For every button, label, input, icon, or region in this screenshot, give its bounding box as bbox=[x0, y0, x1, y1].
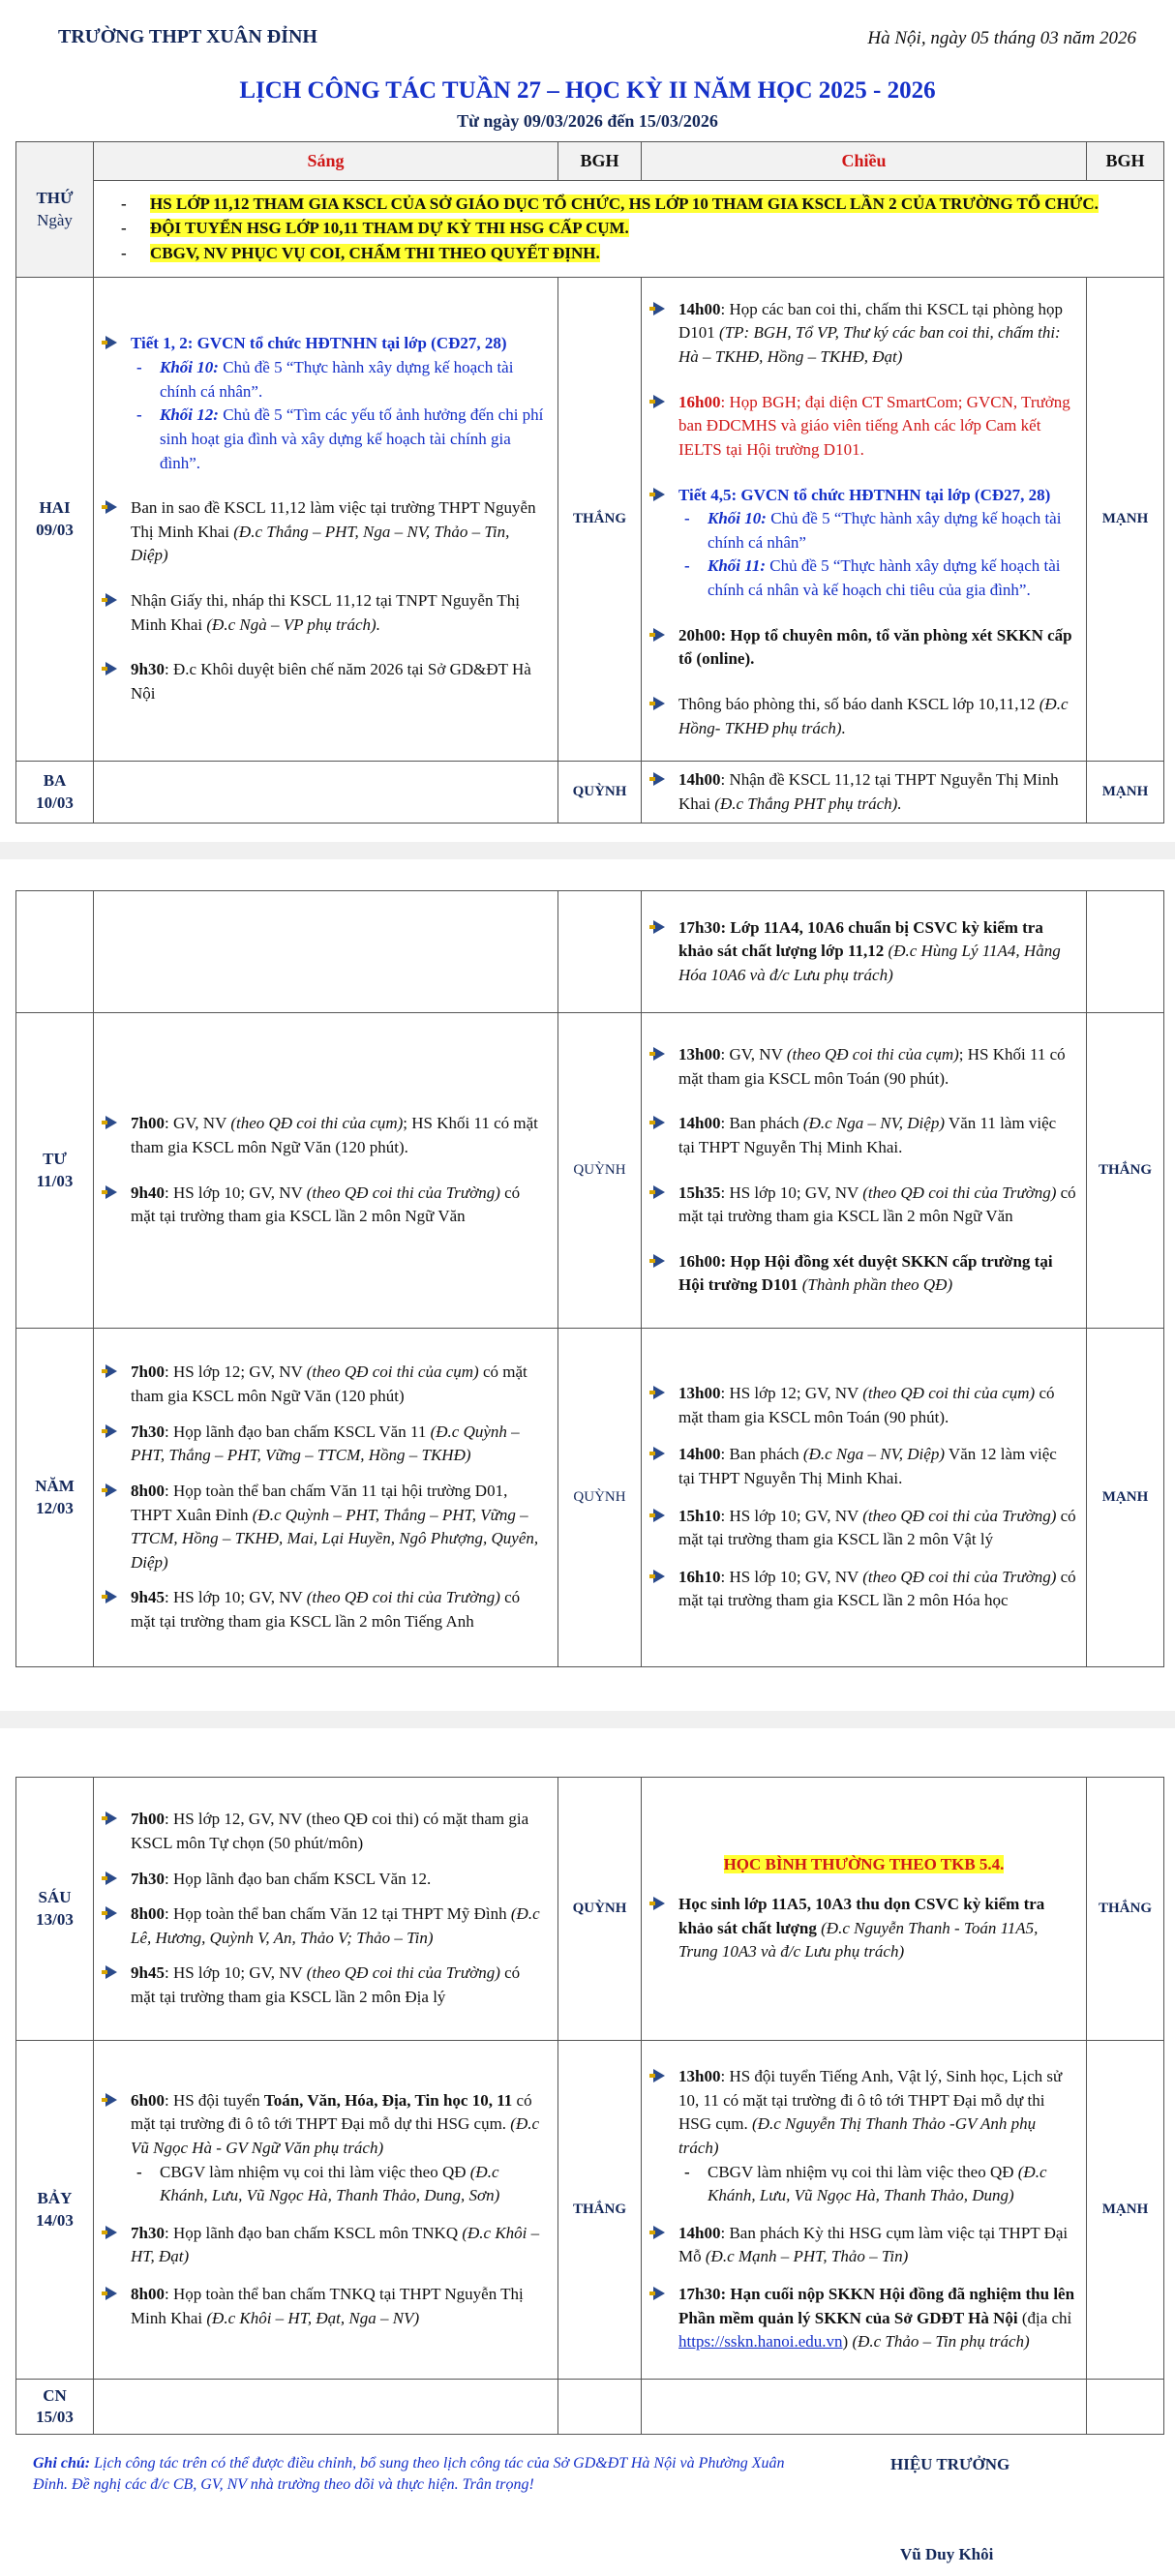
item-note: (Đ.c Quỳnh – PHT, Thắng – PHT, Vững – TTCM, Hồng – TKHĐ) bbox=[131, 1422, 520, 1465]
item-text: : HS lớp 12; GV, NV bbox=[720, 1383, 863, 1402]
day-cell-empty bbox=[16, 891, 94, 1013]
list-item bbox=[651, 2283, 1076, 2354]
tuesday-afternoon-cont bbox=[642, 891, 1087, 1013]
bullet-arrow-icon bbox=[105, 2093, 117, 2107]
tuesday-morning-cont bbox=[94, 891, 558, 1013]
item-note: (theo QĐ coi thi của Trường) bbox=[862, 1506, 1057, 1525]
bgh-am-friday: QUỲNH bbox=[558, 1778, 642, 2041]
list-item bbox=[104, 1361, 548, 1408]
row-thursday bbox=[16, 1329, 1164, 1667]
item-text: có mặt tại trường tham gia KSCL lần 2 môn Tiếng Anh bbox=[131, 1588, 521, 1632]
day-date: 14/03 bbox=[36, 2210, 74, 2230]
item-text: có mặt tham gia KSCL môn Toán (90 phút). bbox=[678, 1383, 1055, 1426]
item-text: có mặt tại trường tham gia KSCL lần 2 môn Hóa học bbox=[678, 1567, 1076, 1610]
day-header-bottom: Ngày bbox=[37, 210, 73, 229]
item-text: Thông báo phòng thi, số báo danh KSCL lớp 10,11,12 bbox=[678, 695, 1039, 714]
list-item bbox=[104, 1480, 548, 1575]
list-item bbox=[104, 1182, 548, 1229]
list-item bbox=[651, 298, 1076, 370]
bgh-pm-thursday: MẠNH bbox=[1087, 1329, 1164, 1667]
bullet-arrow-icon bbox=[653, 2226, 665, 2239]
item-time: 13h00 bbox=[678, 2066, 721, 2085]
banner-line-3: - CBGV, NV PHỤC VỤ COI, CHẤM THI THEO QUYẾT ĐỊNH. bbox=[121, 243, 600, 262]
day-name: HAI bbox=[39, 498, 71, 518]
day-name: CN bbox=[43, 2386, 67, 2405]
page-1 bbox=[0, 0, 1175, 842]
item-text: Nhận Giấy thi, nháp thi KSCL 11,12 tại TNPT Nguyễn Thị Minh Khai bbox=[131, 591, 520, 634]
list-item bbox=[104, 332, 548, 475]
bullet-arrow-icon bbox=[653, 772, 665, 786]
item-time: 9h30 bbox=[131, 660, 165, 679]
item-text: ; HS Khối 11 có mặt tham gia KSCL môn Ngữ Văn (120 phút). bbox=[131, 1114, 538, 1156]
day-date: 11/03 bbox=[36, 1171, 74, 1190]
item-text: : Họp toàn thể ban chấm Văn 12 tại THPT Mỹ Đình bbox=[164, 1904, 511, 1924]
list-item bbox=[651, 624, 1076, 672]
bgh-pm-friday: THẮNG bbox=[1087, 1778, 1164, 2041]
bullet-arrow-icon bbox=[105, 1872, 117, 1885]
bgh-am-saturday: THẮNG bbox=[558, 2041, 642, 2380]
tuesday-afternoon bbox=[642, 762, 1087, 824]
item-heading: Tiết 4,5: GVCN tổ chức HĐTNHN tại lớp (CĐ27, 28) bbox=[678, 485, 1051, 504]
bgh-am-tuesday: QUỲNH bbox=[558, 762, 642, 824]
list-item bbox=[651, 1443, 1076, 1490]
day-name: TƯ bbox=[43, 1150, 67, 1169]
item-text: : HS đội tuyển Tiếng Anh, Vật lý, Sinh học, Lịch sử 10, 11 có mặt tại trường đi ô tô tới THPT Đại mỗ dự thi HSG cụm. bbox=[678, 2066, 1063, 2134]
grade-label: Khối 11: bbox=[708, 556, 766, 576]
date-range: Từ ngày 09/03/2026 đến 15/03/2026 bbox=[457, 111, 718, 131]
regular-schedule-banner bbox=[651, 1853, 1076, 1877]
item-time: 7h30 bbox=[131, 1869, 165, 1888]
sunday-afternoon bbox=[642, 2380, 1087, 2435]
saturday-morning bbox=[94, 2041, 558, 2380]
item-time: 15h35 bbox=[678, 1183, 721, 1202]
sub-note: (Đ.c Khánh, Lưu, Vũ Ngọc Hà, Thanh Thảo, Dung) bbox=[708, 2162, 1047, 2205]
banner-text-1: HS LỚP 11,12 THAM GIA KSCL CỦA SỞ GIÁO DỤC TỔ CHỨC, HS LỚP 10 THAM GIA KSCL LẦN 2 CỦA TRƯỜNG TỔ CHỨC. bbox=[150, 194, 1099, 213]
item-note: (Đ.c Khôi – HT, Đạt, Nga – NV) bbox=[206, 2308, 420, 2327]
note-text: Lịch công tác trên có thể được điều chỉnh, bổ sung theo lịch công tác của Sở GD&ĐT Hà Nội và Phường Xuân Đỉnh. Đề nghị các đ/c CB, GV, NV nhà trường theo dõi và thực hiện. Trân trọng! bbox=[33, 2455, 785, 2493]
item-time: 8h00 bbox=[131, 1904, 165, 1924]
item-text: : HS lớp 10; GV, NV bbox=[164, 1183, 307, 1202]
item-time: 13h00 bbox=[678, 1044, 721, 1063]
monday-morning bbox=[94, 278, 558, 762]
day-cell-wednesday bbox=[16, 1013, 94, 1329]
item-note: (theo QĐ coi thi của cụm) bbox=[230, 1114, 404, 1133]
item-note: (Đ.c Nga – NV, Diệp) bbox=[802, 1114, 945, 1133]
bullet-arrow-icon bbox=[653, 2287, 665, 2300]
item-subjects: Toán, Văn, Hóa, Địa, Tin học 10, 11 bbox=[263, 2090, 513, 2110]
item-text: có mặt tại trường tham gia KSCL lần 2 môn Ngữ Văn bbox=[131, 1183, 521, 1226]
item-note: (Đ.c Thắng PHT phụ trách). bbox=[714, 794, 902, 813]
item-text: ; HS Khối 11 có mặt tham gia KSCL môn Toán (90 phút). bbox=[678, 1044, 1066, 1088]
item-note: (TP: BGH, Tổ VP, Thư ký các ban coi thi, chấm thi: Hà – TKHĐ, Hồng – TKHĐ, Đạt) bbox=[678, 323, 1061, 366]
item-text: : Họp toàn thể ban chấm TNKQ tại THPT Nguyễn Thị Minh Khai bbox=[131, 2285, 524, 2327]
item-text: Ban in sao đề KSCL 11,12 làm việc tại trường THPT Nguyễn Thị Minh Khai bbox=[131, 498, 536, 541]
day-cell-monday bbox=[16, 278, 94, 762]
item-text: : Họp các ban coi thi, chấm thi KSCL tại phòng họp D101 bbox=[678, 299, 1063, 343]
bullet-arrow-icon bbox=[105, 593, 117, 607]
page-2 bbox=[0, 859, 1175, 1711]
item-note: (theo QĐ coi thi của cụm) bbox=[862, 1383, 1036, 1402]
morning-header: Sáng bbox=[94, 142, 558, 181]
list-item bbox=[651, 1043, 1076, 1091]
item-note: (Đ.c Quỳnh – PHT, Thắng – PHT, Vững – TTCM, Hồng – TKHĐ, Mai, Lại Huyền, Ngô Phượng, Quyên, Diệp) bbox=[131, 1505, 539, 1572]
list-item bbox=[104, 658, 548, 705]
bullet-arrow-icon bbox=[105, 2226, 117, 2239]
item-time: 14h00 bbox=[678, 1445, 721, 1464]
item-text: : GV, NV bbox=[164, 1114, 231, 1133]
item-text: : Họp lãnh đạo ban chấm KSCL Văn 12. bbox=[164, 1869, 432, 1888]
sub-text: Chủ đề 5 “Thực hành xây dựng kế hoạch tài chính cá nhân và kế hoạch chi tiêu của gia đình”. bbox=[708, 556, 1061, 600]
item-text: Văn 12 làm việc tại THPT Nguyễn Thị Minh Khai. bbox=[678, 1445, 1057, 1487]
bullet-arrow-icon bbox=[653, 1116, 665, 1129]
bullet-arrow-icon bbox=[105, 500, 117, 514]
sub-item: - CBGV làm nhiệm vụ coi thi làm việc theo QĐ (Đ.c Khánh, Lưu, Vũ Ngọc Hà, Thanh Thảo, Dung) bbox=[684, 2162, 1047, 2205]
thursday-afternoon bbox=[642, 1329, 1087, 1667]
day-date: 12/03 bbox=[36, 1498, 74, 1517]
bullet-arrow-icon bbox=[653, 920, 665, 934]
item-text: : HS lớp 10; GV, NV bbox=[720, 1183, 863, 1202]
day-date: 13/03 bbox=[36, 1909, 74, 1929]
item-text: : Nhận đề KSCL 11,12 tại THPT Nguyễn Thị Minh Khai bbox=[678, 769, 1059, 813]
item-time: 14h00 bbox=[678, 769, 721, 789]
bgh-pm-tuesday: MẠNH bbox=[1087, 762, 1164, 824]
item-text: : HS lớp 10; GV, NV bbox=[720, 1506, 863, 1525]
list-item bbox=[104, 1421, 548, 1468]
bgh-header-pm: BGH bbox=[1087, 142, 1164, 181]
item-text: : Họp toàn thể ban chấm Văn 11 tại hội trường D01, THPT Xuân Đỉnh bbox=[131, 1481, 508, 1524]
sub-item: - Khối 10: Chủ đề 5 “Thực hành xây dựng kế hoạch tài chính cá nhân” bbox=[684, 509, 1062, 552]
item-time: 7h00 bbox=[131, 1363, 165, 1382]
list-item bbox=[651, 1250, 1076, 1298]
day-date: 15/03 bbox=[36, 2408, 74, 2427]
item-text: : Ban phách Kỳ thi HSG cụm làm việc tại THPT Đại Mỗ bbox=[678, 2223, 1069, 2266]
item-time: 16h00 bbox=[678, 392, 721, 411]
item-time: 14h00 bbox=[678, 299, 721, 318]
item-note: (theo QĐ coi thi của Trường) bbox=[306, 1963, 500, 1983]
bullet-arrow-icon bbox=[653, 628, 665, 642]
list-item bbox=[651, 693, 1076, 740]
banner-row bbox=[16, 181, 1164, 278]
item-time: 13h00 bbox=[678, 1383, 721, 1402]
header-row bbox=[16, 142, 1164, 181]
bullet-arrow-icon bbox=[653, 2069, 665, 2082]
bullet-arrow-icon bbox=[653, 1386, 665, 1399]
banner-line-2: - ĐỘI TUYỂN HSG LỚP 10,11 THAM DỰ KỲ THI HSG CẤP CỤM. bbox=[121, 219, 629, 238]
list-item bbox=[104, 1868, 548, 1892]
bullet-arrow-icon bbox=[653, 488, 665, 501]
signature-title: HIỆU TRƯỞNG bbox=[890, 2455, 1010, 2473]
item-text: : HS lớp 10; GV, NV bbox=[720, 1567, 863, 1586]
item-note: (Thành phần theo QĐ) bbox=[798, 1275, 953, 1295]
sub-item: - Khối 11: Chủ đề 5 “Thực hành xây dựng kế hoạch tài chính cá nhân và kế hoạch chi tiêu của gia đình”. bbox=[684, 556, 1061, 600]
list-item bbox=[651, 1505, 1076, 1552]
bullet-arrow-icon bbox=[653, 395, 665, 408]
sub-item: - CBGV làm nhiệm vụ coi thi làm việc theo QĐ (Đ.c Khánh, Lưu, Vũ Ngọc Hà, Thanh Thảo, Dung, Sơn) bbox=[136, 2162, 500, 2205]
item-time: 15h10 bbox=[678, 1506, 721, 1525]
bgh-pm-sunday bbox=[1087, 2380, 1164, 2435]
bullet-arrow-icon bbox=[105, 1906, 117, 1920]
bullet-arrow-icon bbox=[105, 336, 117, 349]
list-item bbox=[651, 2065, 1076, 2208]
sub-text: Chủ đề 5 “Tìm các yếu tố ảnh hưởng đến chi phí sinh hoạt gia đình và xây dựng kế hoạch tài chính gia đình”. bbox=[160, 405, 544, 472]
bullet-arrow-icon bbox=[653, 1509, 665, 1522]
item-text: ) bbox=[842, 2332, 853, 2351]
list-item bbox=[104, 1112, 548, 1159]
schedule-table-3 bbox=[15, 1777, 1164, 2435]
list-item bbox=[104, 2283, 548, 2330]
bullet-arrow-icon bbox=[105, 1116, 117, 1129]
item-text: có mặt tại trường tham gia KSCL lần 2 môn Ngữ Văn bbox=[678, 1183, 1076, 1226]
item-text: : HS lớp 10; GV, NV bbox=[164, 1588, 307, 1607]
sunday-morning bbox=[94, 2380, 558, 2435]
item-note: (Đ.c Khôi – HT, Đạt) bbox=[131, 2223, 540, 2266]
item-note: (theo QĐ coi thi của cụm) bbox=[786, 1044, 959, 1063]
item-time: 14h00 bbox=[678, 1114, 721, 1133]
friday-morning bbox=[94, 1778, 558, 2041]
bullet-arrow-icon bbox=[653, 1447, 665, 1460]
item-note: (Đ.c Ngà – VP phụ trách). bbox=[206, 614, 380, 634]
item-text: có mặt tham gia KSCL môn Ngữ Văn (120 phút) bbox=[131, 1363, 527, 1405]
row-saturday bbox=[16, 2041, 1164, 2380]
list-item bbox=[104, 589, 548, 637]
item-time: 8h00 bbox=[131, 2285, 165, 2304]
grade-label: Khối 10: bbox=[160, 357, 219, 376]
row-friday bbox=[16, 1778, 1164, 2041]
bgh-am-wednesday: QUỲNH bbox=[558, 1013, 642, 1329]
page-title: LỊCH CÔNG TÁC TUẦN 27 – HỌC KỲ II NĂM HỌC 2025 - 2026 bbox=[239, 77, 936, 104]
item-note: (theo QĐ coi thi của Trường) bbox=[306, 1588, 500, 1607]
item-text: : HS lớp 12, GV, NV (theo QĐ coi thi) có mặt tham gia KSCL môn Tự chọn (50 phút/môn) bbox=[131, 1810, 529, 1852]
item-time: 7h00 bbox=[131, 1810, 165, 1829]
item-time: 7h30 bbox=[131, 1422, 165, 1441]
list-item bbox=[104, 1962, 548, 2009]
item-time: 6h00 bbox=[131, 2090, 165, 2110]
grade-label: Khối 10: bbox=[708, 509, 767, 528]
banner-text-3: CBGV, NV PHỤC VỤ COI, CHẤM THI THEO QUYẾT ĐỊNH. bbox=[150, 243, 600, 262]
item-text: : Họp lãnh đạo ban chấm KSCL môn TNKQ bbox=[164, 2223, 463, 2242]
schedule-table-2 bbox=[15, 890, 1164, 1667]
day-name: BẢY bbox=[37, 2189, 73, 2208]
school-name: TRƯỜNG THPT XUÂN ĐỈNH bbox=[58, 26, 317, 47]
item-text: : HS đội tuyển bbox=[164, 2090, 264, 2110]
list-item bbox=[651, 1566, 1076, 1613]
list-item bbox=[651, 916, 1076, 988]
item-note: (Đ.c Nga – NV, Diệp) bbox=[802, 1445, 945, 1464]
item-note: (theo QĐ coi thi của cụm) bbox=[306, 1363, 479, 1382]
row-tuesday-cont bbox=[16, 891, 1164, 1013]
item-heading: Tiết 1, 2: GVCN tổ chức HĐTNHN tại lớp (CĐ27, 28) bbox=[131, 334, 507, 353]
thursday-morning bbox=[94, 1329, 558, 1667]
bgh-am-thursday: QUỲNH bbox=[558, 1329, 642, 1667]
item-text: : HS lớp 12; GV, NV bbox=[164, 1363, 307, 1382]
list-item bbox=[651, 1112, 1076, 1159]
list-item bbox=[651, 1182, 1076, 1229]
note-label: Ghi chú: bbox=[33, 2455, 91, 2471]
item-text: có mặt tại trường đi ô tô tới THPT Đại mỗ dự thi HSG cụm. bbox=[131, 2090, 532, 2134]
bullet-arrow-icon bbox=[105, 1185, 117, 1199]
item-note: (theo QĐ coi thi của Trường) bbox=[862, 1183, 1057, 1202]
item-text: : Ban phách bbox=[720, 1114, 803, 1133]
item-text: Học sinh lớp 11A5, 10A3 thu dọn CSVC kỳ kiểm tra khảo sát chất lượng bbox=[678, 1894, 1045, 1937]
item-time: 14h00 bbox=[678, 2223, 721, 2242]
day-cell-tuesday bbox=[16, 762, 94, 824]
day-date: 10/03 bbox=[36, 793, 74, 812]
saturday-afternoon bbox=[642, 2041, 1087, 2380]
bullet-arrow-icon bbox=[653, 302, 665, 315]
item-text: : HS lớp 10; GV, NV bbox=[164, 1963, 307, 1983]
bullet-arrow-icon bbox=[653, 697, 665, 710]
item-time: 9h45 bbox=[131, 1963, 165, 1983]
item-time: 7h30 bbox=[131, 2223, 165, 2242]
item-note: (Đ.c Hùng Lý 11A4, Hằng Hóa 10A6 và đ/c Lưu phụ trách) bbox=[678, 942, 1061, 984]
item-text: 20h00: Họp tổ chuyên môn, tổ văn phòng xét SKKN cấp tổ (online). bbox=[678, 625, 1072, 669]
wednesday-afternoon bbox=[642, 1013, 1087, 1329]
list-item bbox=[104, 1902, 548, 1950]
row-sunday bbox=[16, 2380, 1164, 2435]
day-name: SÁU bbox=[38, 1888, 72, 1907]
list-item bbox=[651, 2222, 1076, 2269]
bullet-arrow-icon bbox=[105, 1364, 117, 1378]
list-item bbox=[651, 1893, 1076, 1964]
bullet-arrow-icon bbox=[653, 1897, 665, 1910]
bullet-arrow-icon bbox=[653, 1185, 665, 1199]
list-item bbox=[104, 1586, 548, 1633]
bullet-arrow-icon bbox=[105, 1424, 117, 1438]
bgh-am-empty bbox=[558, 891, 642, 1013]
sub-item: - Khối 12: Chủ đề 5 “Tìm các yếu tố ảnh hưởng đến chi phí sinh hoạt gia đình và xây dựng kế hoạch tài chính gia đình”. bbox=[136, 405, 544, 472]
item-text: có mặt tại trường tham gia KSCL lần 2 môn Địa lý bbox=[131, 1963, 521, 2007]
item-note: (Đ.c Thảo – Tin phụ trách) bbox=[852, 2332, 1030, 2351]
signature-name: Vũ Duy Khôi bbox=[900, 2545, 994, 2563]
day-cell-friday bbox=[16, 1778, 94, 2041]
item-time: 8h00 bbox=[131, 1481, 165, 1500]
row-wednesday bbox=[16, 1013, 1164, 1329]
wednesday-morning bbox=[94, 1013, 558, 1329]
bgh-pm-wednesday: THẮNG bbox=[1087, 1013, 1164, 1329]
schedule-table-1 bbox=[15, 141, 1164, 824]
bullet-arrow-icon bbox=[653, 1047, 665, 1061]
bullet-arrow-icon bbox=[653, 1254, 665, 1268]
day-header-cell bbox=[16, 142, 94, 278]
bullet-arrow-icon bbox=[105, 1590, 117, 1603]
item-note: (Đ.c Hồng- TKHĐ phụ trách). bbox=[678, 695, 1069, 737]
item-note: (Đ.c Vũ Ngọc Hà - GV Ngữ Văn phụ trách) bbox=[131, 2114, 540, 2157]
banner-text-2: ĐỘI TUYỂN HSG LỚP 10,11 THAM DỰ KỲ THI HSG CẤP CỤM. bbox=[150, 219, 629, 238]
item-note: (Đ.c Thắng – PHT, Nga – NV, Thảo – Tin, Diệp) bbox=[131, 522, 510, 565]
monday-afternoon bbox=[642, 278, 1087, 762]
sub-text: Chủ đề 5 “Thực hành xây dựng kế hoạch tài chính cá nhân” bbox=[708, 509, 1062, 552]
item-time: 9h45 bbox=[131, 1588, 165, 1607]
item-text: : Ban phách bbox=[720, 1445, 803, 1464]
bullet-arrow-icon bbox=[105, 662, 117, 675]
friday-afternoon bbox=[642, 1778, 1087, 2041]
bgh-am-monday: THẮNG bbox=[558, 278, 642, 762]
bullet-arrow-icon bbox=[105, 1483, 117, 1497]
grade-label: Khối 12: bbox=[160, 405, 219, 425]
day-cell-thursday bbox=[16, 1329, 94, 1667]
list-item bbox=[104, 2222, 548, 2269]
item-note: (Đ.c Mạnh – PHT, Thảo – Tin) bbox=[705, 2247, 909, 2266]
sub-item: - Khối 10: Chủ đề 5 “Thực hành xây dựng kế hoạch tài chính cá nhân”. bbox=[136, 357, 514, 401]
tuesday-morning bbox=[94, 762, 558, 824]
banner-cell bbox=[94, 181, 1164, 278]
list-item bbox=[104, 2089, 548, 2208]
item-text: 17h30: Hạn cuối nộp SKKN Hội đồng đã nghiệm thu lên Phần mềm quản lý SKKN của Sở GDĐT Hà Nội bbox=[678, 2285, 1075, 2327]
bgh-header-am: BGH bbox=[558, 142, 642, 181]
item-note: (Đ.c Lê, Hương, Quỳnh V, An, Thảo V; Thảo – Tin) bbox=[131, 1904, 540, 1947]
item-time: 9h40 bbox=[131, 1183, 165, 1202]
row-monday bbox=[16, 278, 1164, 762]
bullet-arrow-icon bbox=[105, 1812, 117, 1825]
page-3 bbox=[0, 1728, 1175, 2576]
item-text: : Đ.c Khôi duyệt biên chế năm 2026 tại Sở GD&ĐT Hà Nội bbox=[131, 660, 531, 704]
sub-text: CBGV làm nhiệm vụ coi thi làm việc theo QĐ bbox=[708, 2162, 1018, 2181]
sub-note: (Đ.c Khánh, Lưu, Vũ Ngọc Hà, Thanh Thảo, Dung, Sơn) bbox=[160, 2162, 500, 2205]
item-note: (theo QĐ coi thi của Trường) bbox=[306, 1183, 500, 1202]
banner-text: HỌC BÌNH THƯỜNG THEO TKB 5.4. bbox=[723, 1855, 1005, 1874]
item-text: 16h00: Họp Hội đồng xét duyệt SKKN cấp trường tại Hội trường D101 bbox=[678, 1251, 1053, 1295]
item-text: Văn 11 làm việc tại THPT Nguyễn Thị Minh Khai. bbox=[678, 1114, 1057, 1156]
footer-note bbox=[33, 2453, 788, 2495]
day-cell-sunday bbox=[16, 2380, 94, 2435]
sskn-link[interactable]: https://sskn.hanoi.edu.vn bbox=[678, 2332, 843, 2351]
day-name: NĂM bbox=[35, 1477, 75, 1496]
list-item bbox=[651, 484, 1076, 603]
item-text: : Họp lãnh đạo ban chấm KSCL Văn 11 bbox=[164, 1422, 431, 1441]
bullet-arrow-icon bbox=[105, 1965, 117, 1979]
item-text: có mặt tại trường tham gia KSCL lần 2 môn Vật lý bbox=[678, 1506, 1076, 1549]
bgh-pm-saturday: MẠNH bbox=[1087, 2041, 1164, 2380]
item-note: (theo QĐ coi thi của Trường) bbox=[862, 1567, 1057, 1586]
item-time: 16h10 bbox=[678, 1567, 721, 1586]
item-text: : GV, NV bbox=[720, 1044, 787, 1063]
day-name: BA bbox=[43, 771, 67, 791]
banner-line-1: - HS LỚP 11,12 THAM GIA KSCL CỦA SỞ GIÁO DỤC TỔ CHỨC, HS LỚP 10 THAM GIA KSCL LẦN 2 CỦA TRƯỜNG TỔ CHỨC. bbox=[121, 194, 1099, 213]
bullet-arrow-icon bbox=[653, 1570, 665, 1583]
sub-text: CBGV làm nhiệm vụ coi thi làm việc theo QĐ bbox=[160, 2162, 470, 2181]
row-tuesday bbox=[16, 762, 1164, 824]
bgh-pm-monday: MẠNH bbox=[1087, 278, 1164, 762]
list-item bbox=[104, 1808, 548, 1855]
list-item bbox=[651, 768, 1076, 816]
item-text: : Họp BGH; đại diện CT SmartCom; GVCN, Trưởng ban ĐDCMHS và giáo viên tiếng Anh các lớp Cam kết IELTS tại Hội trường D101. bbox=[678, 392, 1070, 459]
bullet-arrow-icon bbox=[105, 2287, 117, 2300]
item-time: 7h00 bbox=[131, 1114, 165, 1133]
item-text: 17h30: Lớp 11A4, 10A6 chuẩn bị CSVC kỳ kiểm tra khảo sát chất lượng lớp 11,12 bbox=[678, 917, 1043, 961]
list-item bbox=[104, 496, 548, 568]
day-date: 09/03 bbox=[36, 520, 74, 539]
sub-text: Chủ đề 5 “Thực hành xây dựng kế hoạch tài chính cá nhân”. bbox=[160, 357, 514, 401]
day-header-top: THỨ bbox=[36, 189, 74, 208]
list-item bbox=[651, 1382, 1076, 1429]
afternoon-header: Chiều bbox=[642, 142, 1087, 181]
list-item bbox=[651, 391, 1076, 463]
item-note: (Đ.c Nguyễn Thị Thanh Thảo -GV Anh phụ trách) bbox=[678, 2114, 1037, 2157]
item-note: (Đ.c Nguyễn Thanh - Toán 11A5, Trung 10A3 và đ/c Lưu phụ trách) bbox=[678, 1918, 1039, 1962]
document-date: Hà Nội, ngày 05 tháng 03 năm 2026 bbox=[867, 28, 1136, 48]
day-cell-saturday bbox=[16, 2041, 94, 2380]
bgh-am-sunday bbox=[558, 2380, 642, 2435]
item-text: (địa chỉ bbox=[1017, 2308, 1072, 2327]
bgh-pm-empty bbox=[1087, 891, 1164, 1013]
